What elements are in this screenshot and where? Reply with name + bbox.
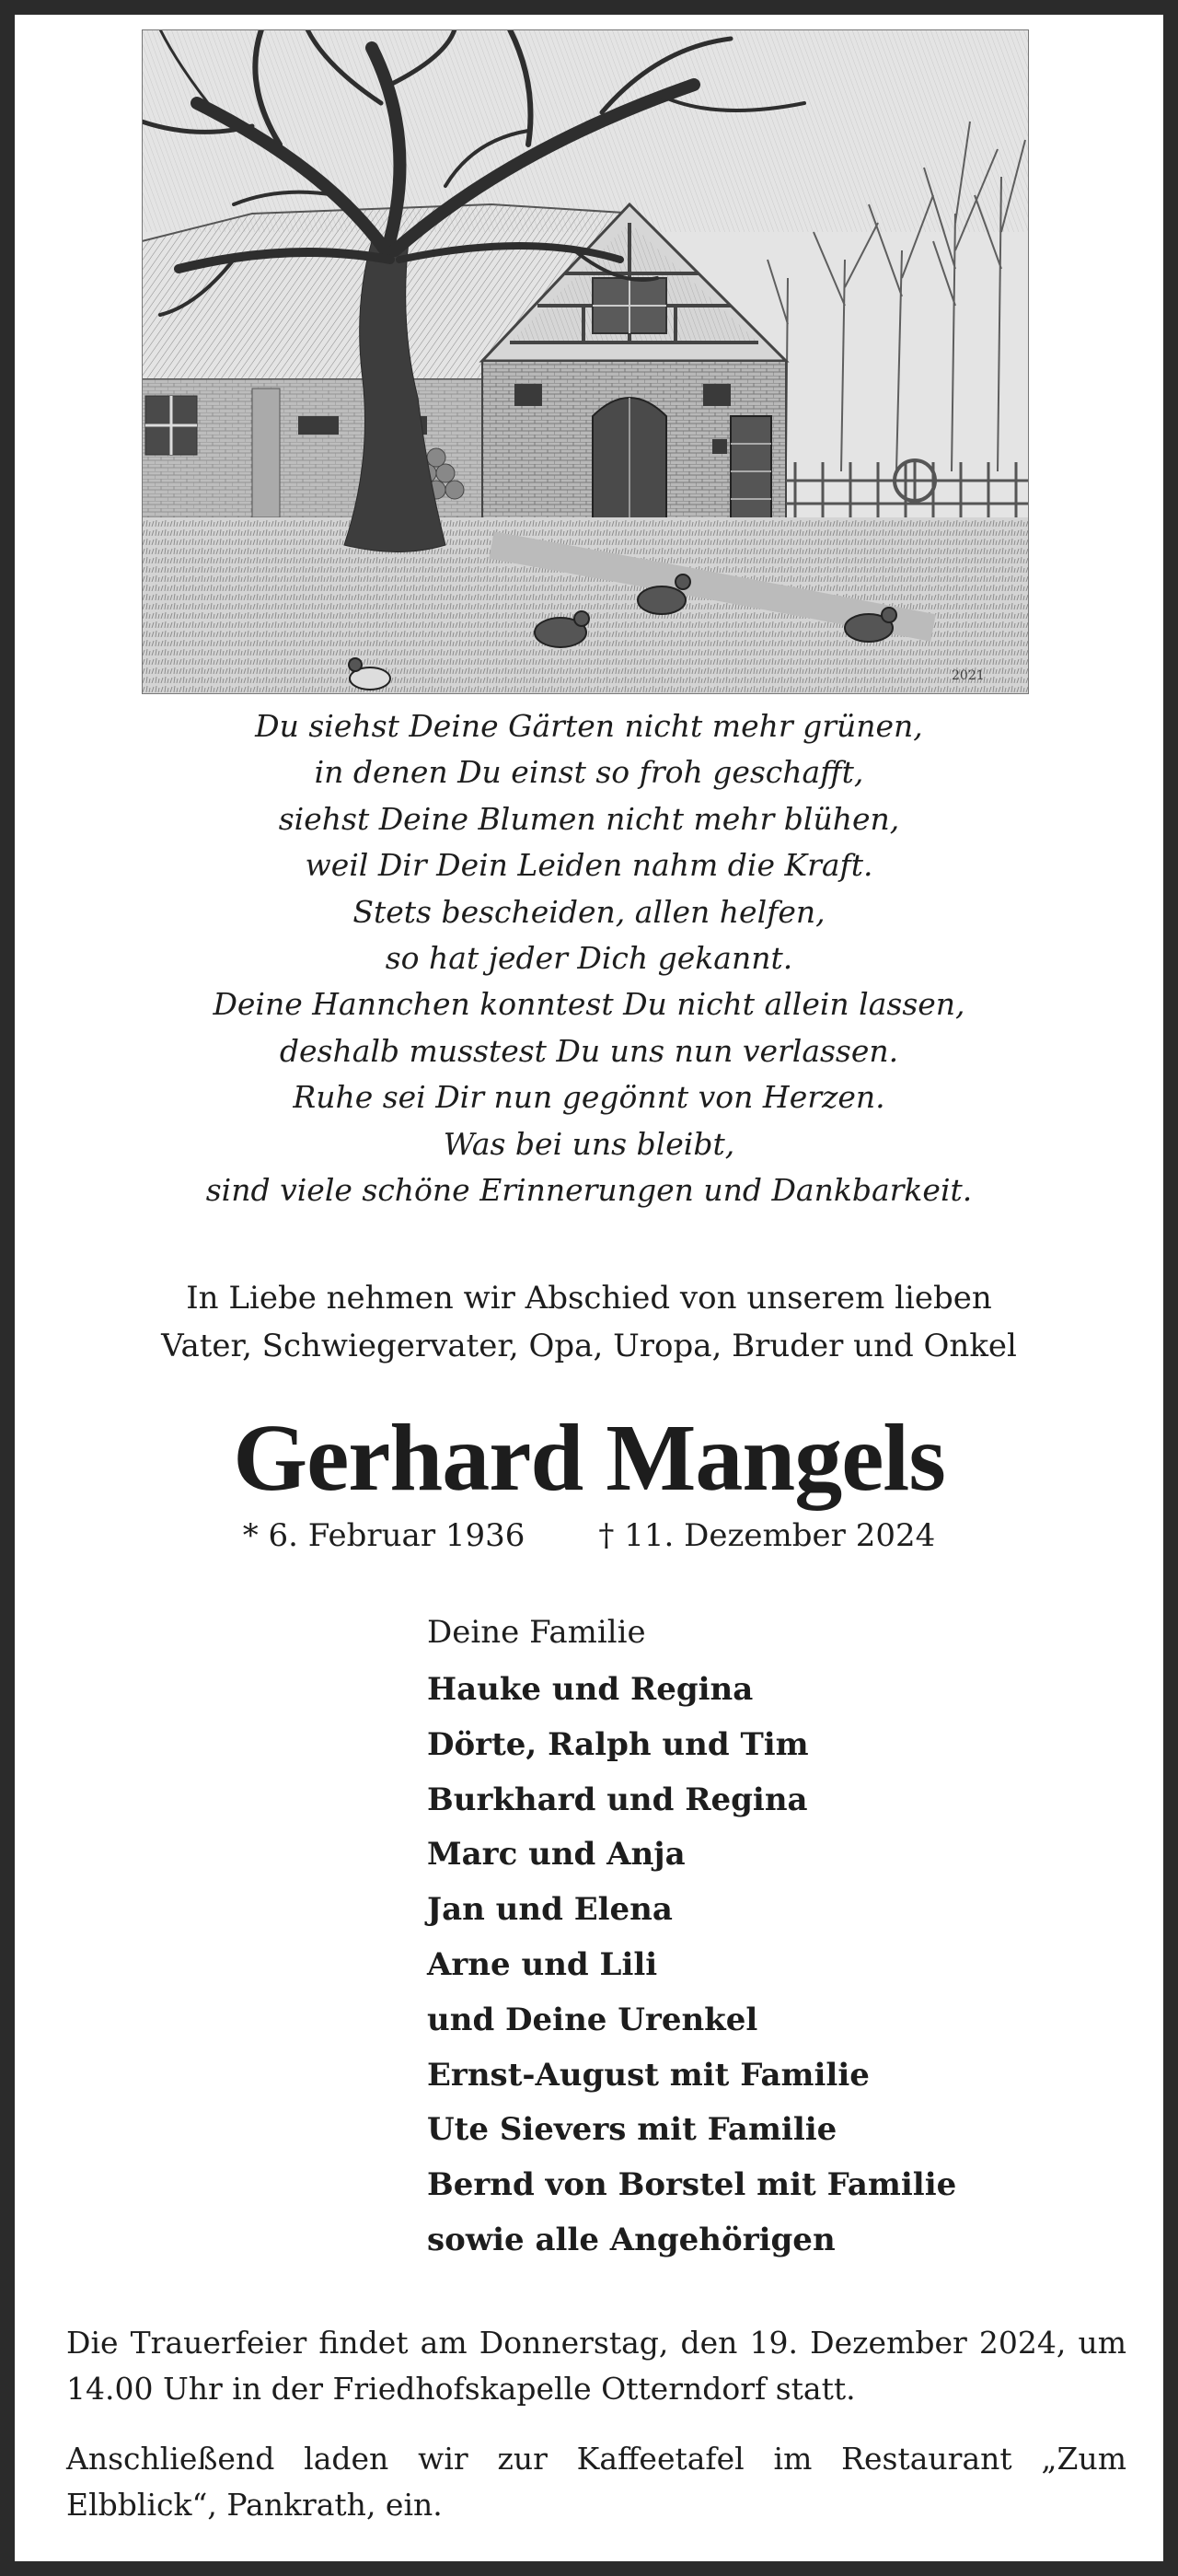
family-heading: Deine Familie	[427, 1614, 646, 1651]
family-member: Bernd von Borstel mit Familie	[427, 2166, 957, 2204]
poem-line: Du siehst Deine Gärten nicht mehr grünen,	[255, 708, 923, 744]
family-member: Hauke und Regina	[427, 1671, 754, 1708]
family-member: Ernst-August mit Familie	[427, 2056, 870, 2094]
poem-line: Ruhe sei Dir nun gegönnt von Herzen.	[293, 1079, 885, 1116]
family-member: Jan und Elena	[427, 1891, 673, 1929]
reception-notice: Anschließend laden wir zur Kaffeetafel im Restaurant „Zum Elbblick“, Pankrath, ein.	[66, 2441, 1126, 2523]
poem-line: so hat jeder Dich gekannt.	[385, 940, 793, 977]
family-member: sowie alle Angehörigen	[427, 2221, 836, 2258]
poem-line: deshalb musstest Du uns nun verlassen.	[279, 1032, 899, 1069]
poem-line: siehst Deine Blumen nicht mehr blühen,	[278, 800, 900, 837]
poem-line: Was bei uns bleibt,	[443, 1125, 735, 1162]
family-member: Marc und Anja	[427, 1836, 686, 1874]
farmhouse-drawing	[142, 29, 1029, 694]
poem-line: Deine Hannchen konntest Du nicht allein lassen,	[213, 986, 965, 1023]
poem-line: in denen Du einst so froh geschafft,	[314, 754, 864, 791]
illustration-signature: 2021	[952, 668, 985, 683]
family-member: Burkhard und Regina	[427, 1781, 808, 1818]
family-member: Ute Sievers mit Familie	[427, 2111, 837, 2149]
family-list	[427, 1607, 1126, 2269]
poem-line: Stets bescheiden, allen helfen,	[352, 893, 826, 930]
farewell-intro	[15, 1274, 1163, 1370]
life-dates	[15, 1514, 1163, 1558]
deceased-name: Gerhard Mangels	[233, 1405, 945, 1511]
funeral-notice: Die Trauerfeier findet am Donnerstag, den 19. Dezember 2024, um 14.00 Uhr in der Friedhofskapelle Otterndorf statt.	[66, 2325, 1126, 2407]
intro-line: In Liebe nehmen wir Abschied von unserem lieben	[186, 1280, 992, 1317]
memorial-poem	[15, 703, 1163, 1213]
farmhouse-illustration	[142, 29, 1029, 694]
family-member: Arne und Lili	[427, 1945, 658, 1983]
family-member: Dörte, Ralph und Tim	[427, 1725, 809, 1763]
death-date: † 11. Dezember 2024	[598, 1517, 936, 1554]
family-member: und Deine Urenkel	[427, 2001, 758, 2038]
poem-line: sind viele schöne Erinnerungen und Dankbarkeit.	[205, 1172, 973, 1209]
poem-line: weil Dir Dein Leiden nahm die Kraft.	[305, 847, 873, 884]
intro-line: Vater, Schwiegervater, Opa, Uropa, Bruder und Onkel	[161, 1328, 1017, 1364]
obituary-notice	[15, 15, 1163, 2561]
birth-date: * 6. Februar 1936	[242, 1517, 525, 1554]
